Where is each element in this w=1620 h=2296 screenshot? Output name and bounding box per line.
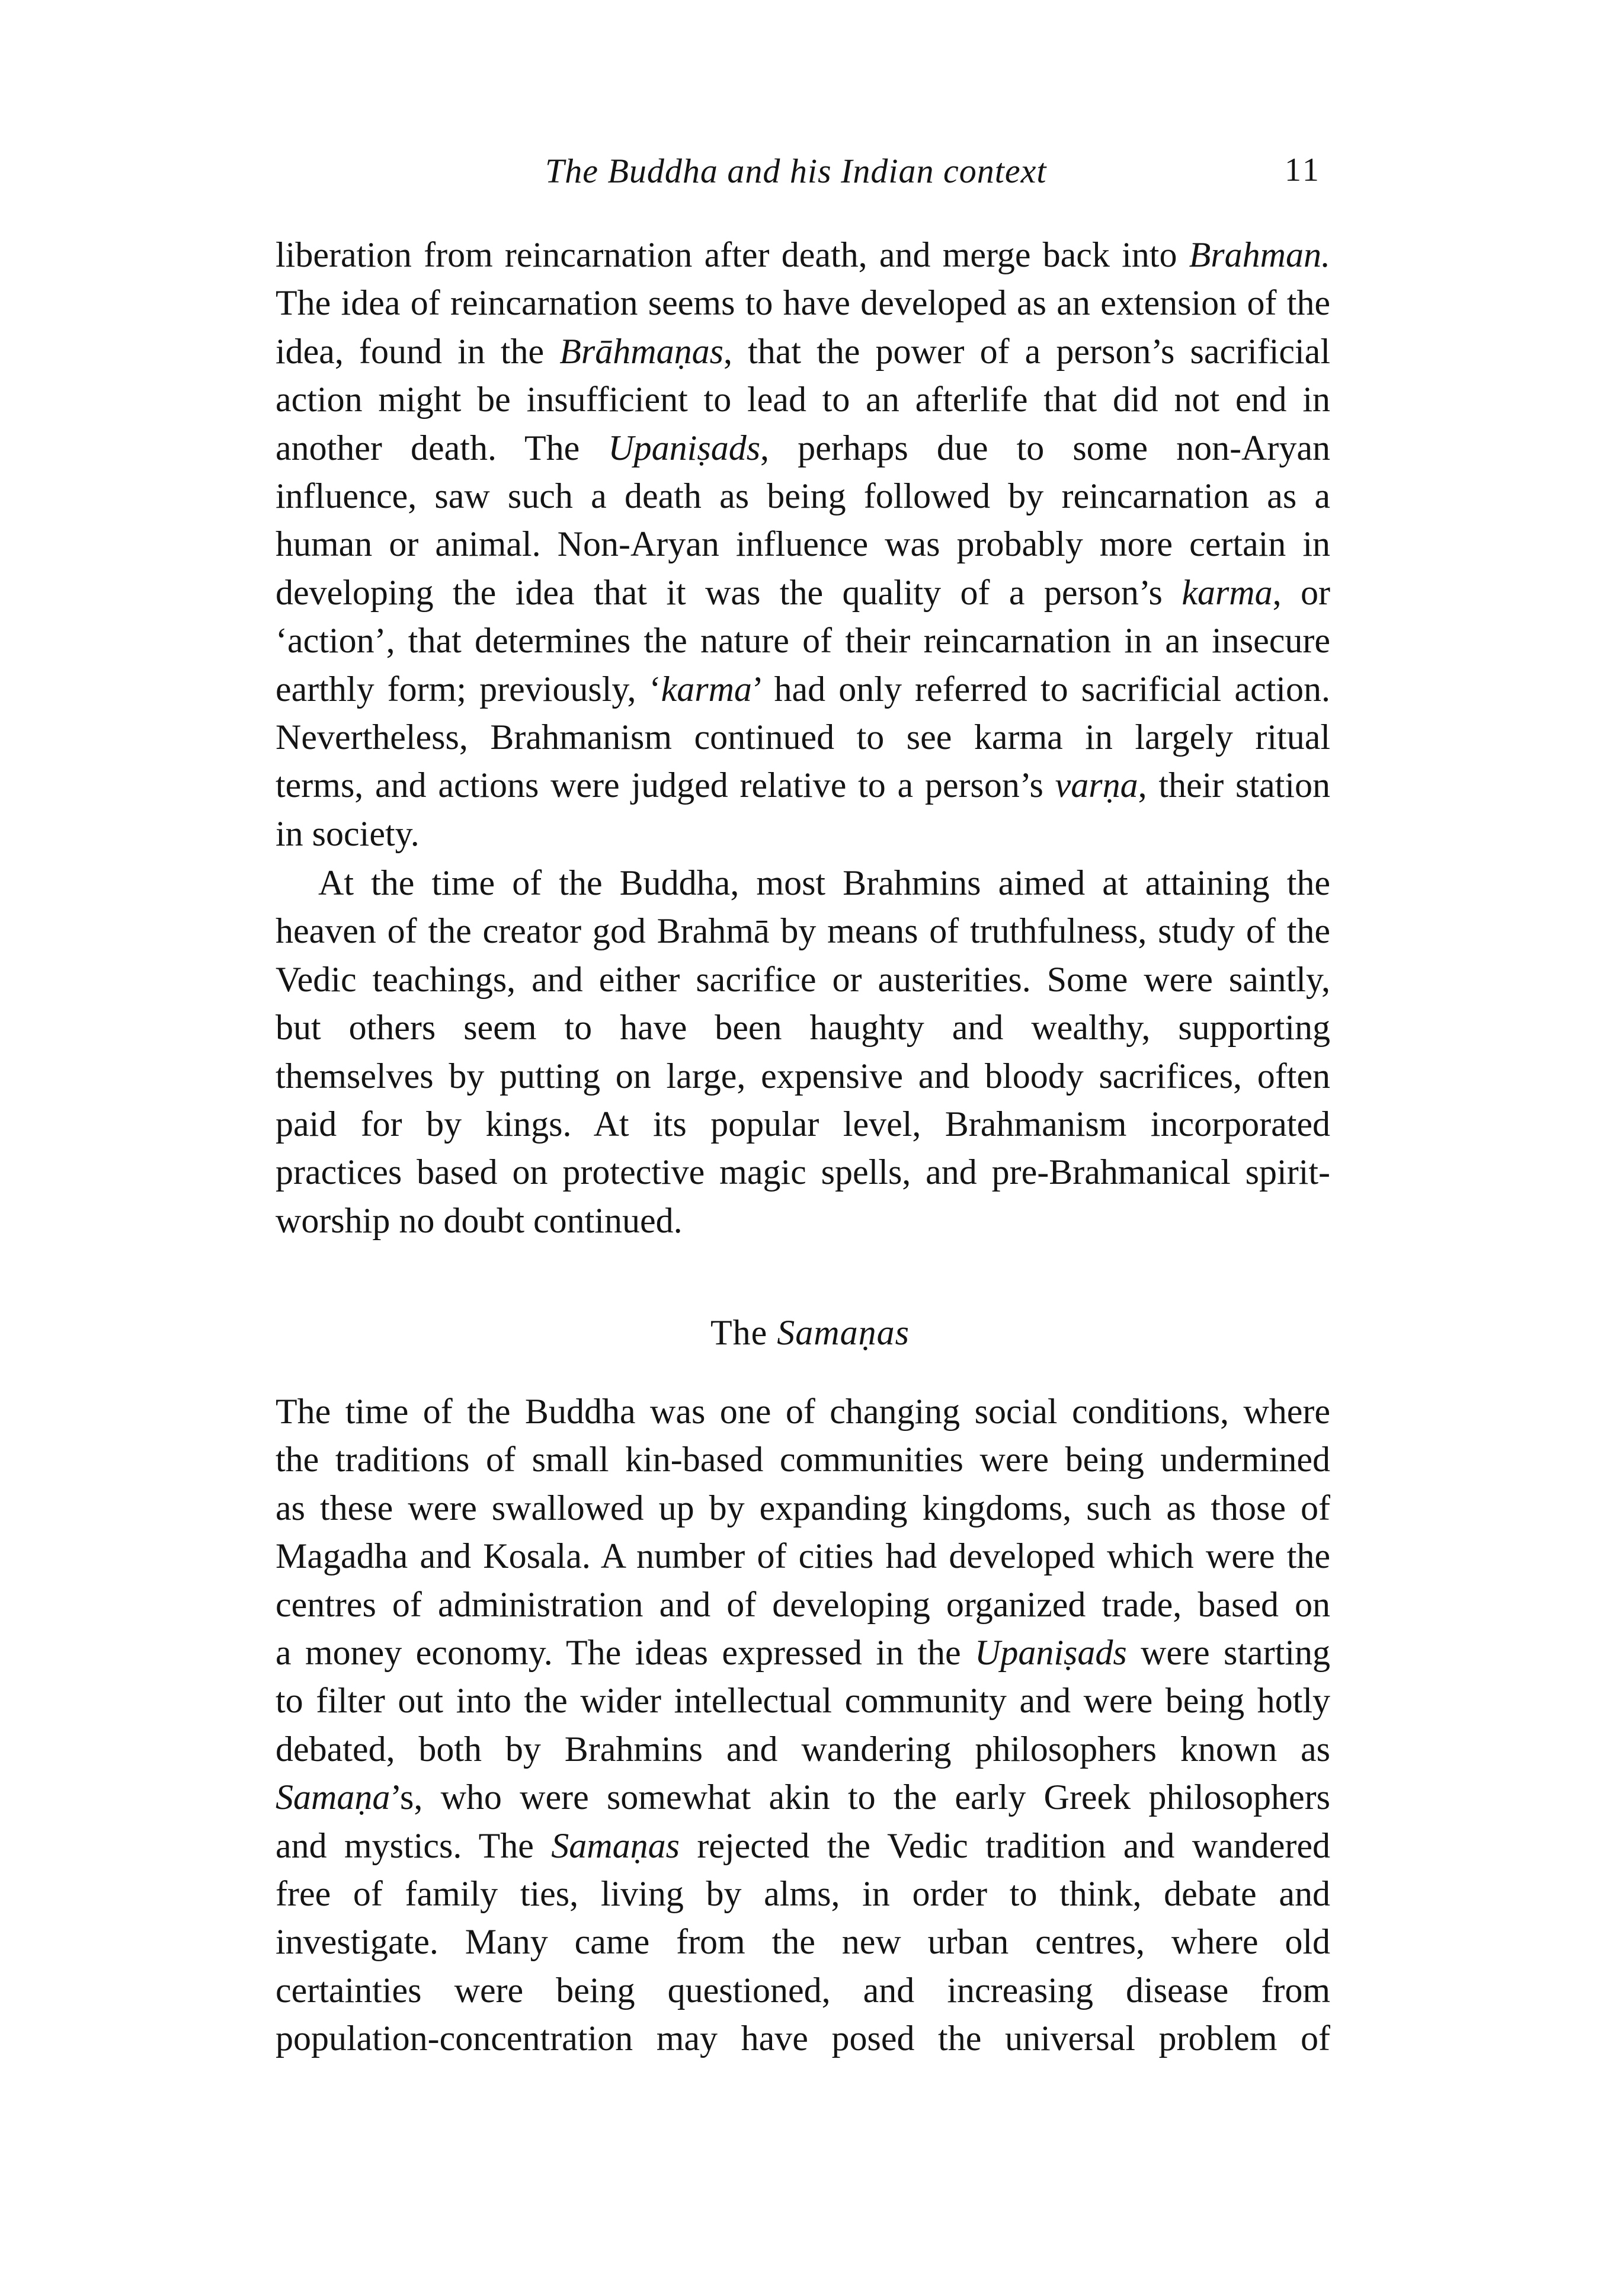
italic-term: Brāhmaṇas [559,331,723,371]
text-line: investigate. Many came from the new urban centres, where old [276,1922,1330,1962]
text-line: action might be insufficient to lead to an afterlife that did not end in [276,380,1330,420]
text-line: ‘action’, that determines the nature of their reincarnation in an insecure [276,621,1330,661]
text-line: The time of the Buddha was one of changing social conditions, where [276,1392,1330,1431]
text-line: The idea of reincarnation seems to have developed as an extension of the [276,283,1330,323]
running-head [0,151,1620,198]
paragraph-2 [276,859,1330,1245]
italic-term: Samaṇas [777,1313,910,1352]
text-line: influence, saw such a death as being followed by reincarnation as a [276,476,1330,515]
text-line: earthly form; previously, ‘karma’ had only referred to sacrificial action. [276,669,1330,709]
italic-term: karma [1182,572,1273,612]
text-line: liberation from reincarnation after death, and merge back into Brahman. [276,235,1330,274]
italic-term: Samaṇas [551,1826,680,1865]
paragraph-1 [276,231,1330,858]
text-line: themselves by putting on large, expensive and bloody sacrifices, often [276,1056,1330,1096]
italic-term: karma [661,669,752,709]
text-line: a money economy. The ideas expressed in the Upaniṣads were starting [276,1632,1330,1672]
text-line: the traditions of small kin-based communities were being undermined [276,1440,1330,1480]
paragraph-3 [276,1388,1330,2063]
section-heading: The Samaṇas [710,1313,910,1352]
text-line: and mystics. The Samaṇas rejected the Vedic tradition and wandered [276,1826,1331,1865]
text-line: worship no doubt continued. [276,1200,683,1240]
text-line: idea, found in the Brāhmaṇas, that the power of a person’s sacrificial [276,331,1330,371]
text-line: human or animal. Non-Aryan influence was probably more certain in [276,524,1330,564]
italic-term: Upaniṣads [975,1632,1127,1672]
page-number: 11 [1285,152,1321,188]
text-line: another death. The Upaniṣads, perhaps due to some non-Aryan [276,428,1330,467]
text-line: practices based on protective magic spells, and pre-Brahmanical spirit- [276,1152,1330,1192]
text-line: Nevertheless, Brahmanism continued to see karma in largely ritual [276,717,1330,757]
text-line: but others seem to have been haughty and wealthy, supporting [276,1008,1330,1048]
text-line: Vedic teachings, and either sacrifice or austerities. Some were saintly, [276,959,1330,999]
text-line: in society. [276,814,420,853]
text-line: paid for by kings. At its popular level, Brahmanism incorporated [276,1104,1330,1144]
text-line: centres of administration and of developing organized trade, based on [276,1584,1330,1624]
italic-term: Samaṇa [276,1778,390,1817]
italic-term: varṇa [1055,766,1138,805]
text-line: population-concentration may have posed the universal problem of [276,2019,1330,2058]
italic-term: Upaniṣads [608,428,761,467]
running-title: The Buddha and his Indian context [545,152,1047,190]
text-line: as these were swallowed up by expanding kingdoms, such as those of [276,1488,1330,1528]
text-line: At the time of the Buddha, most Brahmins aimed at attaining the [318,863,1330,902]
text-line: free of family ties, living by alms, in order to think, debate and [276,1874,1330,1913]
text-line: Samaṇa’s, who were somewhat akin to the early Greek philosophers [276,1778,1330,1817]
italic-term: Brahman. [1189,235,1330,274]
text-line: debated, both by Brahmins and wandering philosophers known as [276,1729,1330,1769]
text-line: heaven of the creator god Brahmā by means of truthfulness, study of the [276,911,1330,951]
text-line: developing the idea that it was the quality of a person’s karma, or [276,572,1330,612]
text-line: to filter out into the wider intellectual community and were being hotly [276,1681,1330,1721]
text-line: Magadha and Kosala. A number of cities had developed which were the [276,1536,1330,1576]
text-line: certainties were being questioned, and increasing disease from [276,1970,1330,2010]
text-line: terms, and actions were judged relative to a person’s varṇa, their station [276,766,1330,805]
